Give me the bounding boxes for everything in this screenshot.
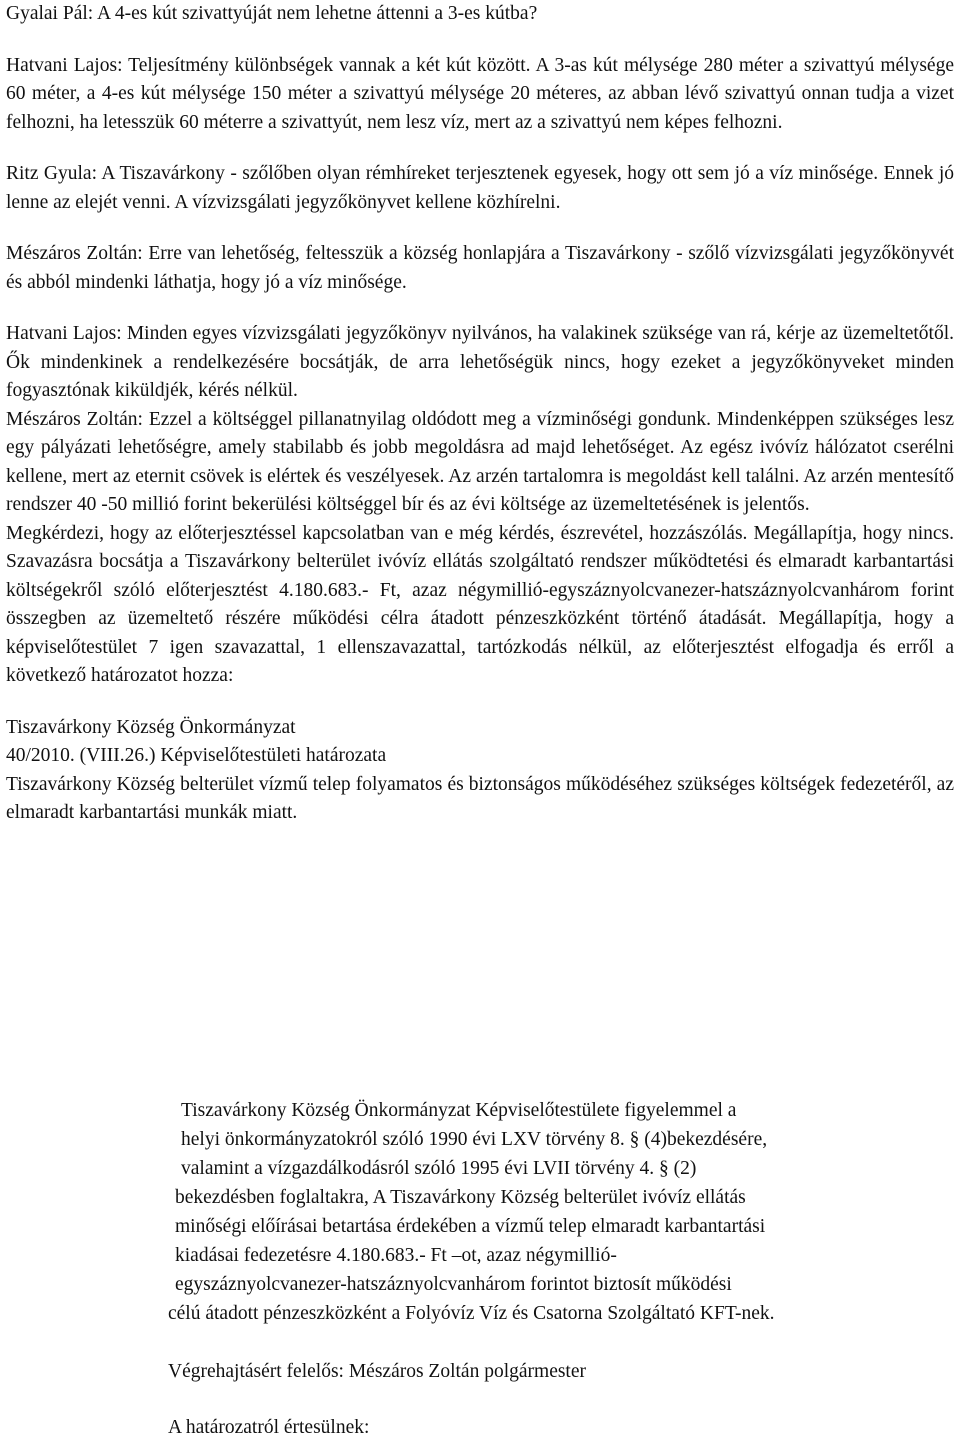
resolution-header: [6, 714, 954, 828]
executor-line: Végrehajtásért felelős: Mészáros Zoltán polgármester: [168, 1361, 587, 1382]
resolution-text: [168, 1096, 958, 1328]
resolution-number: 40/2010. (VIII.26.) Képviselőtestületi határozata: [6, 745, 387, 766]
resolution-line: helyi önkormányzatokról szóló 1990 évi LXV törvény 8. § (4)bekezdésére,: [181, 1129, 768, 1150]
resolution-authority: Tiszavárkony Község Önkormányzat: [6, 716, 296, 738]
minutes-paragraph-ritz: Ritz Gyula: A Tiszavárkony - szőlőben olyan rémhíreket terjesztenek egyesek, hogy ott sem jó a víz minősége. Ennek jó lenne az elejét venni. A vízvizsgálati jegyzőkönyvet kellene közhírelni.: [6, 163, 954, 213]
resolution-line: bekezdésben foglaltakra, A Tiszavárkony Község belterület ivóvíz ellátás: [175, 1187, 746, 1208]
resolution-line: minőségi előírásai betartása érdekében a vízmű telep elmaradt karbantartási: [175, 1216, 766, 1237]
recipients-label: A határozatról értesülnek:: [168, 1417, 370, 1438]
minutes-paragraph-meszaros-2: Mészáros Zoltán: Ezzel a költséggel pillanatnyilag oldódott meg a vízminőségi gondunk. Mindenképpen szükséges lesz egy pályázati lehetőségre, amely stabilabb és jobb megoldásra ad majd lehetőséget. Az egész ivóvíz hálózatot cserélni kellene, mert az eternit csövek is elértek és veszélyesek. Az arzén tartalomra is megoldást kell találni. Az arzén mentesítő rendszer 40 -50 millió forint bekerülési költséggel bír és az évi költsége az üzemeltetésének is jelentős.: [6, 408, 954, 515]
minutes-paragraph-hatvani-2: Hatvani Lajos: Minden egyes vízvizsgálati jegyzőkönyv nyilvános, ha valakinek szüksége van rá, kérje az üzemeltetőtől. Ők mindenkinek a rendelkezésére bocsátják, de arra lehetőségük nincs, hogy ezeket a jegyzőkönyveket minden fogyasztónak kiküldjék, kérés nélkül.: [6, 323, 954, 401]
resolution-line: valamint a vízgazdálkodásról szóló 1995 évi LVII törvény 4. § (2): [181, 1158, 697, 1179]
resolution-line: kiadásai fedezetésre 4.180.683.- Ft –ot, azaz négymillió-: [175, 1245, 617, 1266]
resolution-line: egyszáznyolcvanezer-hatszáznyolcvanhárom forintot biztosít működési: [175, 1274, 732, 1295]
resolution-line: Tiszavárkony Község Önkormányzat Képviselőtestülete figyelemmel a: [181, 1100, 737, 1121]
resolution-line: célú átadott pénzeszközként a Folyóvíz Víz és Csatorna Szolgáltató KFT-nek.: [168, 1303, 775, 1324]
resolution-subject: Tiszavárkony Község belterület vízmű telep folyamatos és biztonságos működéséhez szükséges költségek fedezetéről, az elmaradt karbantartási munkák miatt.: [6, 773, 954, 823]
minutes-body: [6, 0, 954, 828]
minutes-paragraph-meszaros-1: Mészáros Zoltán: Erre van lehetőség, feltesszük a község honlapjára a Tiszavárkony - szőlő vízvizsgálati jegyzőkönyvét és abból mindenki láthatja, hogy jó a víz minősége.: [6, 243, 954, 293]
minutes-paragraph-vote: Megkérdezi, hogy az előterjesztéssel kapcsolatban van e még kérdés, észrevétel, hozzászólás. Megállapítja, hogy nincs. Szavazásra bocsátja a Tiszavárkony belterület ivóvíz ellátás szolgáltató rendszer működtetési és elmaradt karbantartási költségekről szóló előterjesztést 4.180.683.- Ft, azaz négymillió-egyszáznyolcvanezer-hatszáznyolcvanhárom forint összegben az üzemeltető részére működési célra átadott pénzeszközként történő átadását. Megállapítja, hogy a képviselőtestület 7 igen szavazattal, 1 ellenszavazattal, tartózkodás nélkül, az előterjesztést elfogadja és erről a következő határozatot hozza:: [6, 522, 954, 686]
minutes-paragraph-gyalai: Gyalai Pál: A 4-es kút szivattyúját nem lehetne áttenni a 3-es kútba?: [6, 3, 538, 24]
minutes-paragraph-hatvani-1: Hatvani Lajos: Teljesítmény különbségek vannak a két kút között. A 3-as kút mélysége 280 méter a szivattyú mélysége 60 méter, a 4-es kút mélysége 150 méter a szivattyú mélysége 20 méteres, az abban lévő szivattyú onnan tudja a vizet felhozni, ha letesszük 60 méterre a szivattyút, nem lesz víz, mert az a szivattyú nem képes felhozni.: [6, 54, 954, 133]
